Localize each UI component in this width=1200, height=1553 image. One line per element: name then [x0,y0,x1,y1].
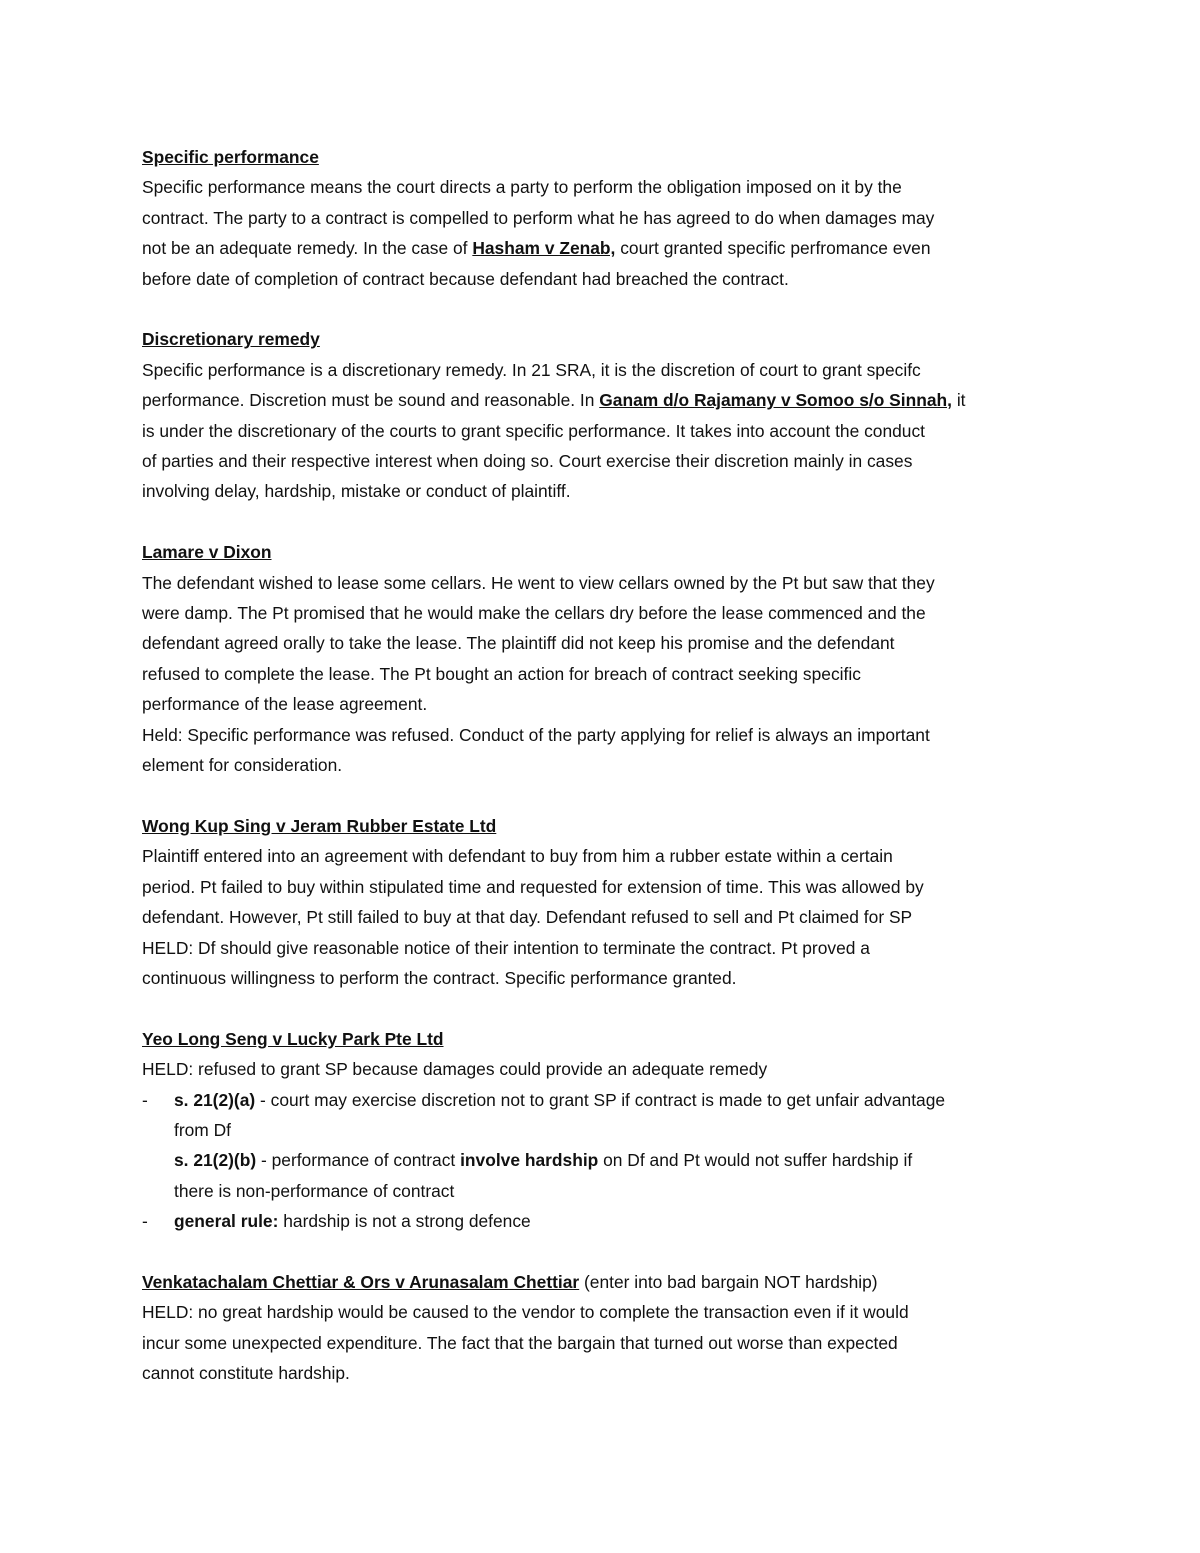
text-run: it [951,390,966,411]
paragraph-line [142,233,1062,263]
paragraph-line: incur some unexpected expenditure. The fact that the bargain that turned out worse than expected [142,1332,898,1353]
list-item [142,1085,1062,1115]
section-discretionary-remedy [142,324,1062,506]
section-yeo-long-seng [142,1024,1062,1237]
paragraph-line: defendant. However, Pt still failed to buy at that day. Defendant refused to sell and Pt claimed for SP [142,907,913,928]
bold-run: s. 21(2)(a) [174,1089,256,1110]
paragraph-line: is under the discretionary of the courts to grant specific performance. It takes into account the conduct [142,420,925,441]
heading-discretionary-remedy: Discretionary remedy [142,329,320,350]
paragraph-line: defendant agreed orally to take the lease. The plaintiff did not keep his promise and the defendant [142,633,895,654]
paragraph-line: were damp. The Pt promised that he would make the cellars dry before the lease commenced and the [142,603,926,624]
text-run: hardship is not a strong defence [278,1211,531,1232]
dash-bullet: - [142,1211,148,1232]
heading-line [142,1267,1062,1297]
paragraph-line: Plaintiff entered into an agreement with defendant to buy from him a rubber estate within a certain [142,846,893,867]
bold-run: involve hardship [460,1150,599,1171]
case-name-hasham: Hasham v Zenab, [472,238,616,259]
case-name-ganam: Ganam d/o Rajamany v Somoo s/o Sinnah, [599,390,952,411]
section-lamare-v-dixon [142,537,1062,780]
paragraph-line: Specific performance is a discretionary remedy. In 21 SRA, it is the discretion of court to grant specifc [142,359,921,380]
paragraph-line: HELD: no great hardship would be caused to the vendor to complete the transaction even if it would [142,1302,909,1323]
text-run: - performance of contract [256,1150,461,1171]
section-specific-performance [142,142,1062,294]
paragraph-line: involving delay, hardship, mistake or conduct of plaintiff. [142,481,571,502]
text-run: on Df and Pt would not suffer hardship if [598,1150,913,1171]
heading-lamare-v-dixon: Lamare v Dixon [142,542,272,563]
dash-bullet: - [142,1089,148,1110]
list-item [142,1206,1062,1236]
document-page [142,142,1062,1419]
heading-note: (enter into bad bargain NOT hardship) [579,1271,878,1292]
heading-venkatachalam: Venkatachalam Chettiar & Ors v Arunasalam Chettiar [142,1271,580,1292]
paragraph-line: of parties and their respective interest when doing so. Court exercise their discretion mainly in cases [142,451,913,472]
list-item-continuation [142,1145,1062,1175]
paragraph-line: The defendant wished to lease some cellars. He went to view cellars owned by the Pt but saw that they [142,572,935,593]
heading-wong-kup-sing: Wong Kup Sing v Jeram Rubber Estate Ltd [142,815,497,836]
heading-yeo-long-seng: Yeo Long Seng v Lucky Park Pte Ltd [142,1028,444,1049]
text-run: not be an adequate remedy. In the case of [142,238,473,259]
paragraph-line: continuous willingness to perform the contract. Specific performance granted. [142,967,737,988]
heading-specific-performance: Specific performance [142,147,319,167]
paragraph-line: HELD: refused to grant SP because damages could provide an adequate remedy [142,1059,768,1080]
paragraph-line [142,385,1062,415]
text-run: - court may exercise discretion not to grant SP if contract is made to get unfair advantage [255,1089,946,1110]
paragraph-line: performance of the lease agreement. [142,694,428,715]
paragraph-line: element for consideration. [142,755,343,776]
text-run: court granted specific perfromance even [615,238,931,259]
paragraph-line: cannot constitute hardship. [142,1363,350,1384]
paragraph-line: HELD: Df should give reasonable notice of their intention to terminate the contract. Pt proved a [142,937,870,958]
text-run: performance. Discretion must be sound and reasonable. In [142,390,600,411]
list-item-continuation: there is non-performance of contract [174,1180,455,1201]
paragraph-line: refused to complete the lease. The Pt bought an action for breach of contract seeking specific [142,663,861,684]
paragraph-line: contract. The party to a contract is compelled to perform what he has agreed to do when damages may [142,207,935,228]
section-venkatachalam [142,1267,1062,1389]
paragraph-line: period. Pt failed to buy within stipulated time and requested for extension of time. This was allowed by [142,876,924,897]
bold-run: s. 21(2)(b) [174,1150,257,1171]
paragraph-line: Specific performance means the court directs a party to perform the obligation imposed on it by the [142,177,902,198]
section-wong-kup-sing [142,811,1062,993]
list-item-continuation: from Df [174,1119,232,1140]
paragraph-line: before date of completion of contract because defendant had breached the contract. [142,268,789,289]
paragraph-line: Held: Specific performance was refused. Conduct of the party applying for relief is always an important [142,724,930,745]
bold-run: general rule: [174,1211,279,1232]
